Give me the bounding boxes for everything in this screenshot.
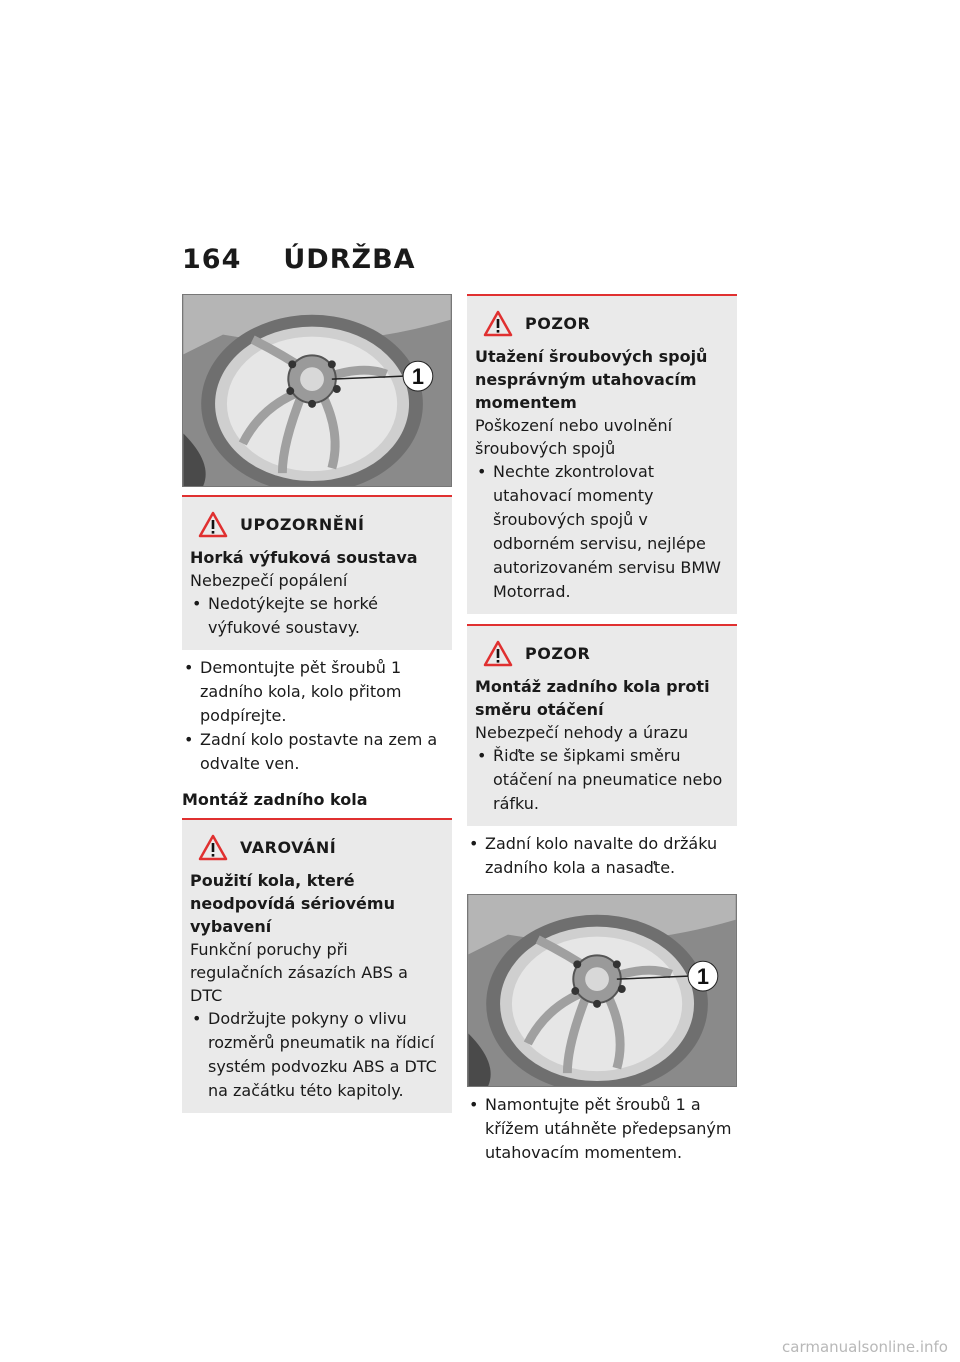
instruction-tighten-bolts: • Namontujte pět šroubů 1 a křížem utáhněte předepsaným utahovacím momentem. xyxy=(467,1093,737,1165)
warning-bullet: • Nedotýkejte se horké výfukové soustavy. xyxy=(190,592,444,640)
wheel-illustration-2 xyxy=(468,895,736,1086)
instruction-roll-out: • Zadní kolo postavte na zem a odvalte ven. xyxy=(182,728,452,776)
caution-title: POZOR xyxy=(525,644,591,663)
page-header xyxy=(182,244,416,275)
wheel-illustration-1 xyxy=(183,295,451,486)
caution-box-torque xyxy=(467,294,737,614)
warning-head xyxy=(198,834,444,861)
caution-head xyxy=(483,310,729,337)
warning-box-hot-exhaust xyxy=(182,495,452,650)
caution-subtitle: Montáž zadního kola proti směru otáčení xyxy=(475,677,710,719)
caution-box-direction xyxy=(467,624,737,826)
instruction-list xyxy=(467,832,737,880)
instruction-list xyxy=(467,1093,737,1165)
caution-subtitle: Utažení šroubových spojů nesprávným utahovacím momentem xyxy=(475,347,708,412)
instruction-list xyxy=(182,656,452,776)
warning-subtitle: Horká výfuková soustava xyxy=(190,548,418,567)
warning-triangle-icon xyxy=(198,511,228,538)
wheel-figure-2 xyxy=(467,894,737,1087)
figure1-callout: 1 xyxy=(411,364,424,390)
warning-subtitle: Použití kola, které neodpovídá sériovému vybavení xyxy=(190,871,395,936)
caution-text: Nebezpečí nehody a úrazu xyxy=(475,723,689,742)
warning-head xyxy=(198,511,444,538)
caution-bullet: • Řiďte se šipkami směru otáčení na pneumatice nebo ráfku. xyxy=(475,744,729,816)
warning-bullet: • Dodržujte pokyny o vlivu rozměrů pneumatik na řídicí systém podvozku ABS a DTC na začátku této kapitoly. xyxy=(190,1007,444,1103)
warning-title: UPOZORNĚNÍ xyxy=(240,515,365,534)
instruction-remove-bolts: • Demontujte pět šroubů 1 zadního kola, kolo přitom podpírejte. xyxy=(182,656,452,728)
page-number: 164 xyxy=(182,244,242,275)
chapter-title: ÚDRŽBA xyxy=(283,244,416,275)
figure2-callout: 1 xyxy=(696,964,709,990)
left-column xyxy=(182,294,452,1113)
watermark: carmanualsonline.info xyxy=(782,1338,948,1356)
warning-box-wheel-spec xyxy=(182,818,452,1113)
caution-text: Poškození nebo uvolnění šroubových spojů xyxy=(475,416,673,458)
caution-title: POZOR xyxy=(525,314,591,333)
caution-head xyxy=(483,640,729,667)
right-column xyxy=(467,294,737,1165)
warning-text: Funkční poruchy při regulačních zásazích ABS a DTC xyxy=(190,940,408,1005)
caution-bullet: • Nechte zkontrolovat utahovací momenty šroubových spojů v odborném servisu, nejlépe autorizovaném servisu BMW Motorrad. xyxy=(475,460,729,604)
warning-triangle-icon xyxy=(483,640,513,667)
wheel-figure-1 xyxy=(182,294,452,487)
warning-text: Nebezpečí popálení xyxy=(190,571,348,590)
instruction-roll-in: • Zadní kolo navalte do držáku zadního kola a nasaďte. xyxy=(467,832,737,880)
warning-triangle-icon xyxy=(198,834,228,861)
warning-title: VAROVÁNÍ xyxy=(240,838,337,857)
warning-triangle-icon xyxy=(483,310,513,337)
section-title: Montáž zadního kola xyxy=(182,790,368,809)
